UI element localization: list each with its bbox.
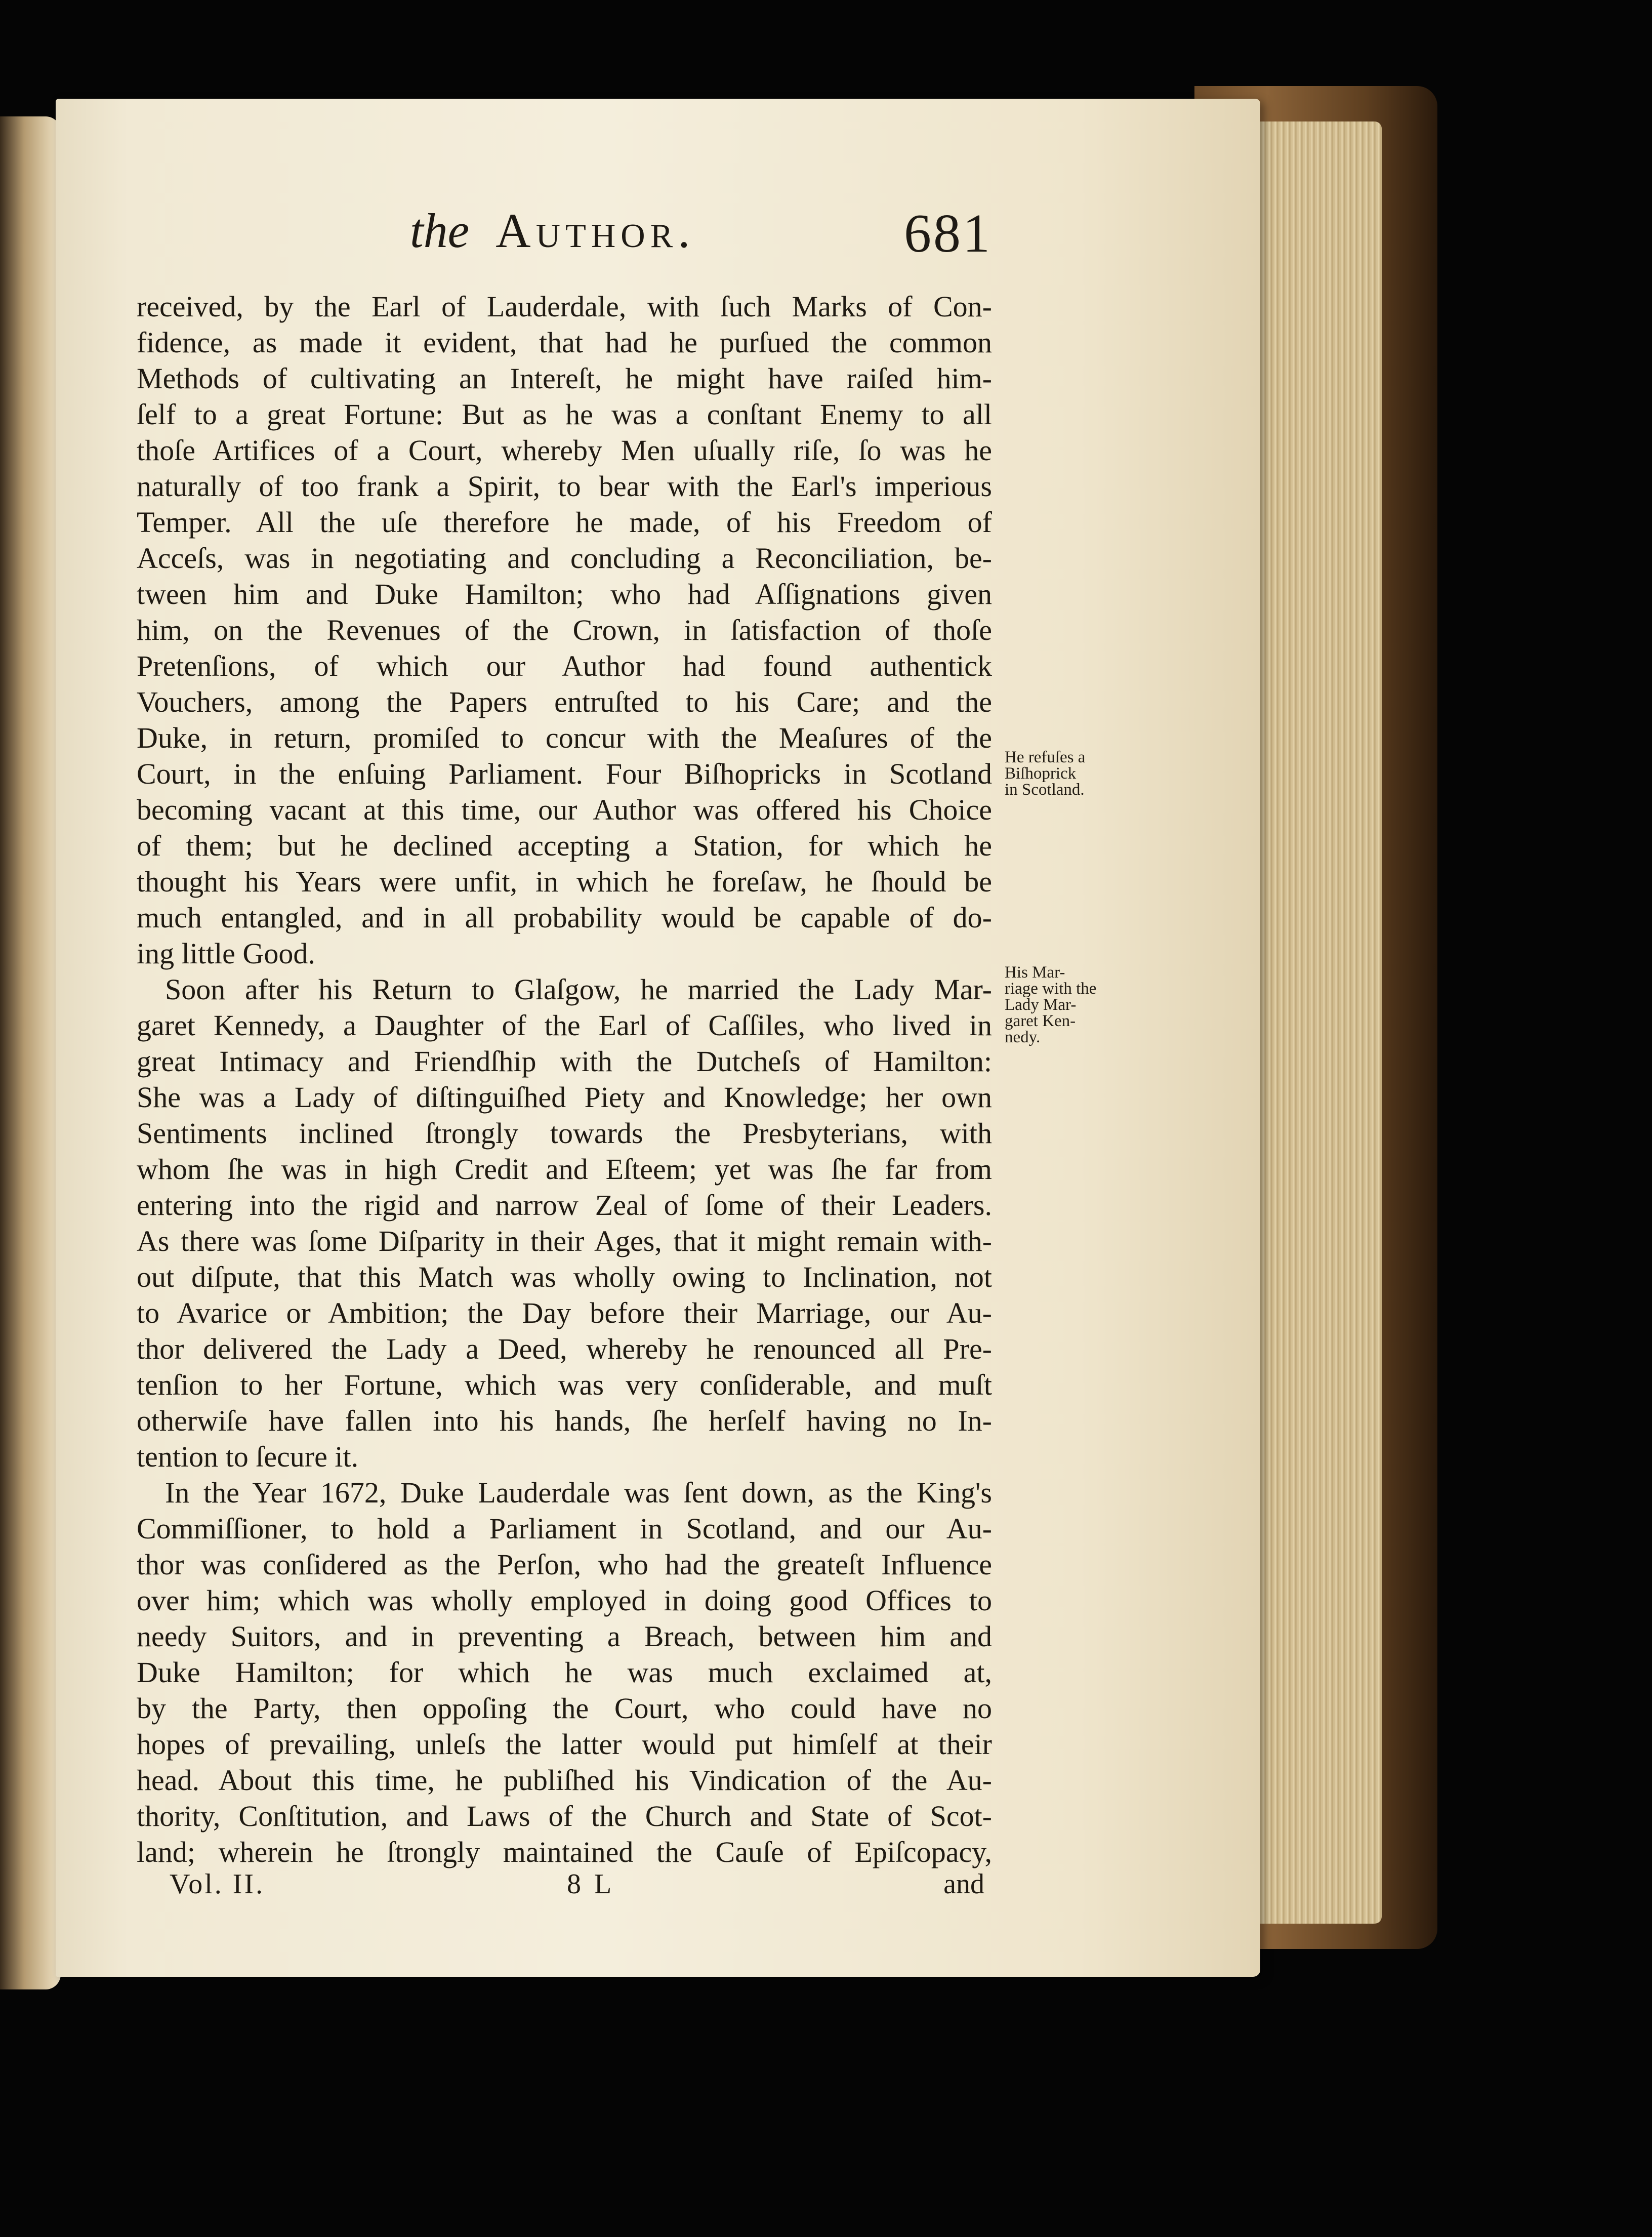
running-title-italic: the xyxy=(410,204,470,258)
text-line: head. About this time, he publiſhed his Vindication of the Au- xyxy=(137,1764,992,1797)
text-line: needy Suitors, and in preventing a Breach, between him and xyxy=(137,1620,992,1653)
text-line: Pretenſions, of which our Author had found authentick xyxy=(137,649,992,682)
text-line: Court, in the enſuing Parliament. Four Biſhopricks in Scotland xyxy=(137,757,992,790)
text-line: thority, Conſtitution, and Laws of the Church and State of Scot- xyxy=(137,1800,992,1833)
text-line: Vouchers, among the Papers entruſted to his Care; and the xyxy=(137,685,992,718)
text-line: received, by the Earl of Lauderdale, with ſuch Marks of Con- xyxy=(137,290,992,323)
text-line: to Avarice or Ambition; the Day before their Marriage, our Au- xyxy=(137,1296,992,1329)
text-line: Temper. All the uſe therefore he made, of his Freedom of xyxy=(137,506,992,539)
text-line: much entangled, and in all probability would be capable of do- xyxy=(137,901,992,934)
text-line: otherwiſe have fallen into his hands, ſhe herſelf having no In- xyxy=(137,1404,992,1437)
page-footer xyxy=(170,1868,984,1908)
side-note-line: riage with the xyxy=(1005,980,1097,998)
text-line: of them; but he declined accepting a Station, for which he xyxy=(137,829,992,862)
text-line: garet Kennedy, a Daughter of the Earl of Caſſiles, who lived in xyxy=(137,1009,992,1042)
side-note-marriage xyxy=(1005,964,1121,1045)
text-line: tention to ſecure it. xyxy=(137,1440,359,1473)
text-line: Methods of cultivating an Intereſt, he might have raiſed him- xyxy=(137,362,992,395)
text-line: thor was conſidered as the Perſon, who had the greateſt Influence xyxy=(137,1548,992,1581)
running-header xyxy=(410,202,992,273)
text-line: fidence, as made it evident, that had he purſued the common xyxy=(137,326,992,359)
side-note-line: Biſhoprick xyxy=(1005,764,1077,783)
text-line: tween him and Duke Hamilton; who had Aſſignations given xyxy=(137,578,992,611)
catchword: and xyxy=(943,1868,984,1900)
volume-label: Vol. II. xyxy=(170,1868,265,1900)
text-line: As there was ſome Diſparity in their Ages, that it might remain with- xyxy=(137,1225,992,1257)
text-line: out diſpute, that this Match was wholly owing to Inclination, not xyxy=(137,1260,992,1293)
signature-mark: 8 L xyxy=(567,1868,615,1900)
text-line: She was a Lady of diſtinguiſhed Piety and Knowledge; her own xyxy=(137,1081,992,1114)
side-note-line: His Mar- xyxy=(1005,963,1065,982)
side-note-line: Lady Mar- xyxy=(1005,996,1077,1014)
text-line: naturally of too frank a Spirit, to bear with the Earl's imperious xyxy=(137,470,992,503)
text-line: Soon after his Return to Glaſgow, he married the Lady Mar- xyxy=(165,973,992,1006)
text-line: by the Party, then oppoſing the Court, who could have no xyxy=(137,1692,992,1725)
text-line: thoſe Artifices of a Court, whereby Men uſually riſe, ſo was he xyxy=(137,434,992,467)
text-line: thought his Years were unfit, in which he foreſaw, he ſhould be xyxy=(137,865,992,898)
side-note-line: nedy. xyxy=(1005,1028,1041,1046)
text-line: hopes of prevailing, unleſs the latter would put himſelf at their xyxy=(137,1728,992,1761)
text-line: tenſion to her Fortune, which was very conſiderable, and muſt xyxy=(137,1368,992,1401)
adjacent-page-edge xyxy=(0,116,61,1989)
text-line: thor delivered the Lady a Deed, whereby he renounced all Pre- xyxy=(137,1332,992,1365)
text-line: becoming vacant at this time, our Author was offered his Choice xyxy=(137,793,992,826)
text-line: land; wherein he ſtrongly maintained the Cauſe of Epiſcopacy, xyxy=(137,1836,992,1868)
running-title-word: Author. xyxy=(495,204,695,258)
text-line: In the Year 1672, Duke Lauderdale was ſent down, as the King's xyxy=(165,1476,992,1509)
text-line: entering into the rigid and narrow Zeal of ſome of their Leaders. xyxy=(137,1189,992,1222)
side-note-line: He refuſes a xyxy=(1005,748,1086,766)
text-line: Duke Hamilton; for which he was much exclaimed at, xyxy=(137,1656,992,1689)
side-note-line: garet Ken- xyxy=(1005,1012,1076,1030)
side-note-line: in Scotland. xyxy=(1005,781,1085,799)
text-line: Duke, in return, promiſed to concur with the Meaſures of the xyxy=(137,721,992,754)
text-line: great Intimacy and Friendſhip with the Dutcheſs of Hamilton: xyxy=(137,1045,992,1078)
text-line: whom ſhe was in high Credit and Eſteem; yet was ſhe far from xyxy=(137,1153,992,1186)
text-line: Commiſſioner, to hold a Parliament in Scotland, and our Au- xyxy=(137,1512,992,1545)
text-line: Acceſs, was in negotiating and concluding a Reconciliation, be- xyxy=(137,542,992,575)
page-number: 681 xyxy=(904,204,992,264)
text-line: ing little Good. xyxy=(137,937,315,970)
text-line: him, on the Revenues of the Crown, in ſatisfaction of thoſe xyxy=(137,614,992,646)
text-line: over him; which was wholly employed in doing good Offices to xyxy=(137,1584,992,1617)
text-line: Sentiments inclined ſtrongly towards the Presbyterians, with xyxy=(137,1117,992,1150)
text-line: ſelf to a great Fortune: But as he was a conſtant Enemy to all xyxy=(137,398,992,431)
side-note-bishoprick xyxy=(1005,749,1121,798)
main-text xyxy=(137,289,992,1870)
